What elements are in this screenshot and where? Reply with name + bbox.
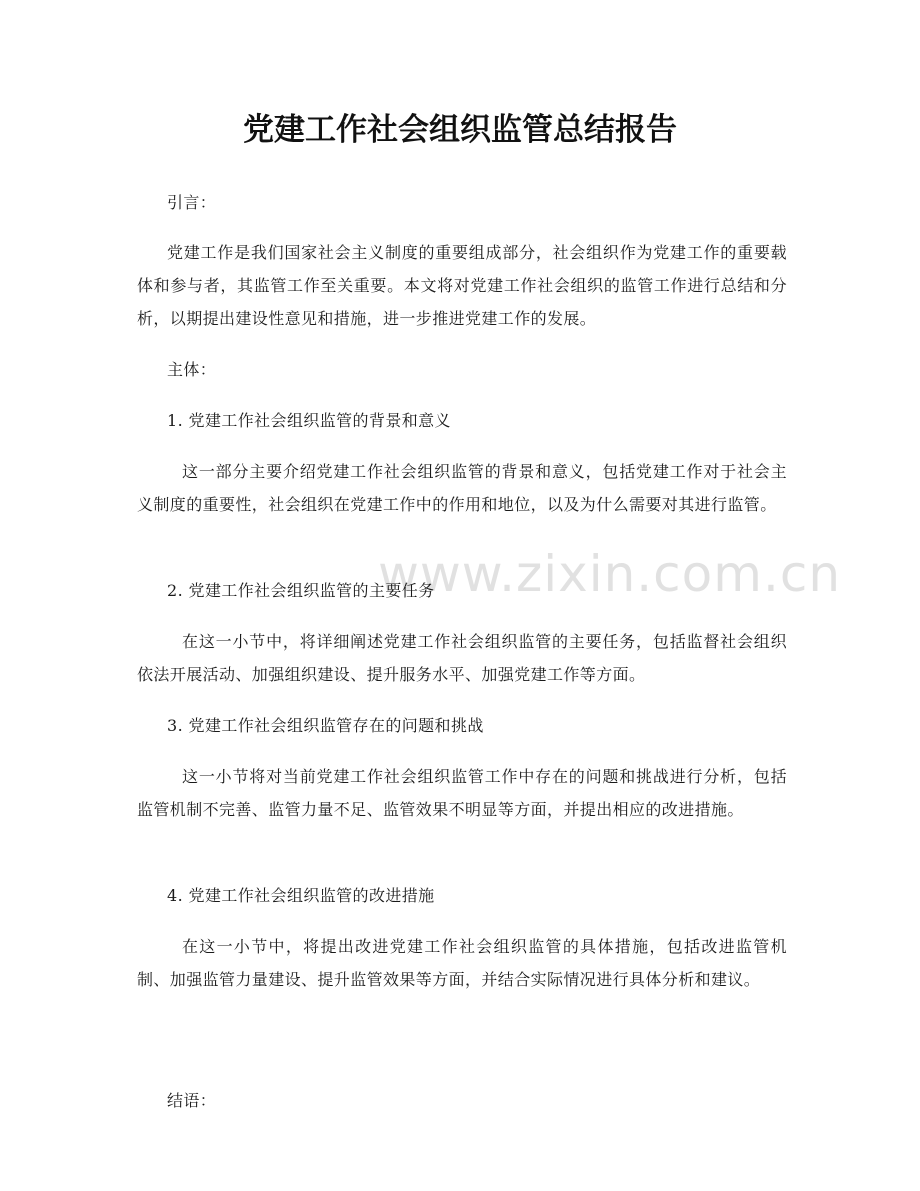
- intro-paragraph: 党建工作是我们国家社会主义制度的重要组成部分，社会组织作为党建工作的重要载体和参与者，其监管工作至关重要。本文将对党建工作社会组织的监管工作进行总结和分析，以期提出建设性意见和措施，进一步推进党建工作的发展。: [137, 243, 787, 328]
- section-heading-1: 1. 党建工作社会组织监管的背景和意义: [167, 411, 451, 430]
- conclusion-heading: 结语：: [167, 1091, 217, 1110]
- section-heading-2: 2. 党建工作社会组织监管的主要任务: [167, 581, 435, 600]
- section-text-2: 在这一小节中，将详细阐述党建工作社会组织监管的主要任务，包括监督社会组织依法开展活动、加强组织建设、提升服务水平、加强党建工作等方面。: [137, 632, 787, 684]
- section-text-3: 这一小节将对当前党建工作社会组织监管工作中存在的问题和挑战进行分析，包括监管机制不完善、监管力量不足、监管效果不明显等方面，并提出相应的改进措施。: [137, 767, 787, 819]
- body-heading: 主体：: [167, 360, 217, 379]
- section-heading-4: 4. 党建工作社会组织监管的改进措施: [167, 886, 435, 905]
- section-text-4: 在这一小节中，将提出改进党建工作社会组织监管的具体措施，包括改进监管机制、加强监管力量建设、提升监管效果等方面，并结合实际情况进行具体分析和建议。: [137, 937, 787, 989]
- section-text-1: 这一部分主要介绍党建工作社会组织监管的背景和意义，包括党建工作对于社会主义制度的重要性，社会组织在党建工作中的作用和地位，以及为什么需要对其进行监管。: [137, 462, 787, 514]
- watermark: www.zixin.com.cn: [378, 545, 842, 603]
- intro-heading: 引言：: [167, 193, 217, 212]
- section-heading-3: 3. 党建工作社会组织监管存在的问题和挑战: [167, 716, 484, 735]
- document-title: 党建工作社会组织监管总结报告: [243, 112, 677, 148]
